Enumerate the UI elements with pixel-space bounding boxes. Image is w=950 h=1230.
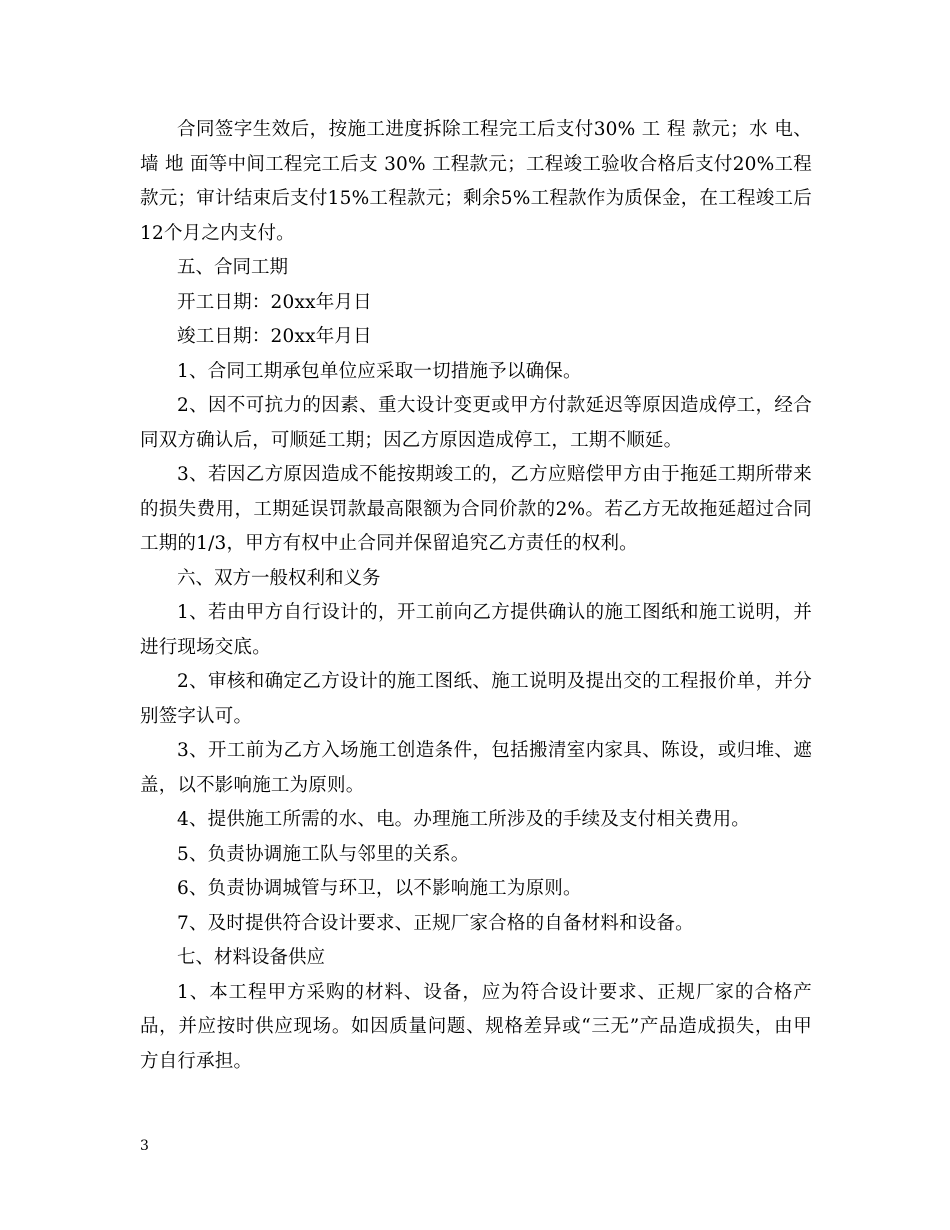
paragraph-rights-item-4: 4、提供施工所需的水、电。办理施工所涉及的手续及支付相关费用。 <box>177 809 750 830</box>
paragraph-period-item-1: 1、合同工期承包单位应采取一切措施予以确保。 <box>177 360 582 382</box>
paragraph-completion-date: 竣工日期：20xx年月日 <box>177 326 372 347</box>
paragraph-rights-item-3: 3、开工前为乙方入场施工创造条件，包括搬清室内家具、陈设，或归堆、遮盖，以不影响施工为原则。 <box>140 740 812 796</box>
section-heading-materials-supply: 七、材料设备供应 <box>177 947 326 968</box>
paragraph-rights-item-2: 2、审核和确定乙方设计的施工图纸、施工说明及提出交的工程报价单，并分别签字认可。 <box>140 671 812 727</box>
section-heading-rights-obligations: 六、双方一般权利和义务 <box>177 567 381 589</box>
page-number: 3 <box>140 1138 149 1154</box>
document-body <box>140 113 812 1079</box>
paragraph-period-item-2: 2、因不可抗力的因素、重大设计变更或甲方付款延迟等原因造成停工，经合同双方确认后，可顺延工期；因乙方原因造成停工，工期不顺延。 <box>140 395 812 451</box>
paragraph-rights-item-6: 6、负责协调城管与环卫，以不影响施工为原则。 <box>177 878 582 899</box>
paragraph-rights-item-7: 7、及时提供符合设计要求、正规厂家合格的自备材料和设备。 <box>177 912 694 934</box>
paragraph-materials-item-1: 1、本工程甲方采购的材料、设备，应为符合设计要求、正规厂家的合格产品，并应按时供应现场。如因质量问题、规格差异或“三无”产品造成损失，由甲方自行承担。 <box>140 981 812 1072</box>
paragraph-period-item-3: 3、若因乙方原因造成不能按期竣工的，乙方应赔偿甲方由于拖延工期所带来的损失费用，工期延误罚款最高限额为合同价款的2%。若乙方无故拖延超过合同工期的1/3，甲方有权中止合同并保留追究乙方责任的权利。 <box>140 464 812 554</box>
section-heading-contract-period: 五、合同工期 <box>177 257 289 278</box>
paragraph-rights-item-1: 1、若由甲方自行设计的，开工前向乙方提供确认的施工图纸和施工说明，并进行现场交底。 <box>140 602 812 658</box>
paragraph-payment-terms: 合同签字生效后，按施工进度拆除工程完工后支付30% 工 程 款元；水 电、墙 地 面等中间工程完工后支 30% 工程款元；工程竣工验收合格后支付20%工程款元；审计结束后支付15%工程款元；剩余5%工程款作为质保金，在工程竣工后12个月之内支付。 <box>140 119 812 244</box>
paragraph-rights-item-5: 5、负责协调施工队与邻里的关系。 <box>177 843 470 865</box>
paragraph-start-date: 开工日期：20xx年月日 <box>177 291 372 313</box>
